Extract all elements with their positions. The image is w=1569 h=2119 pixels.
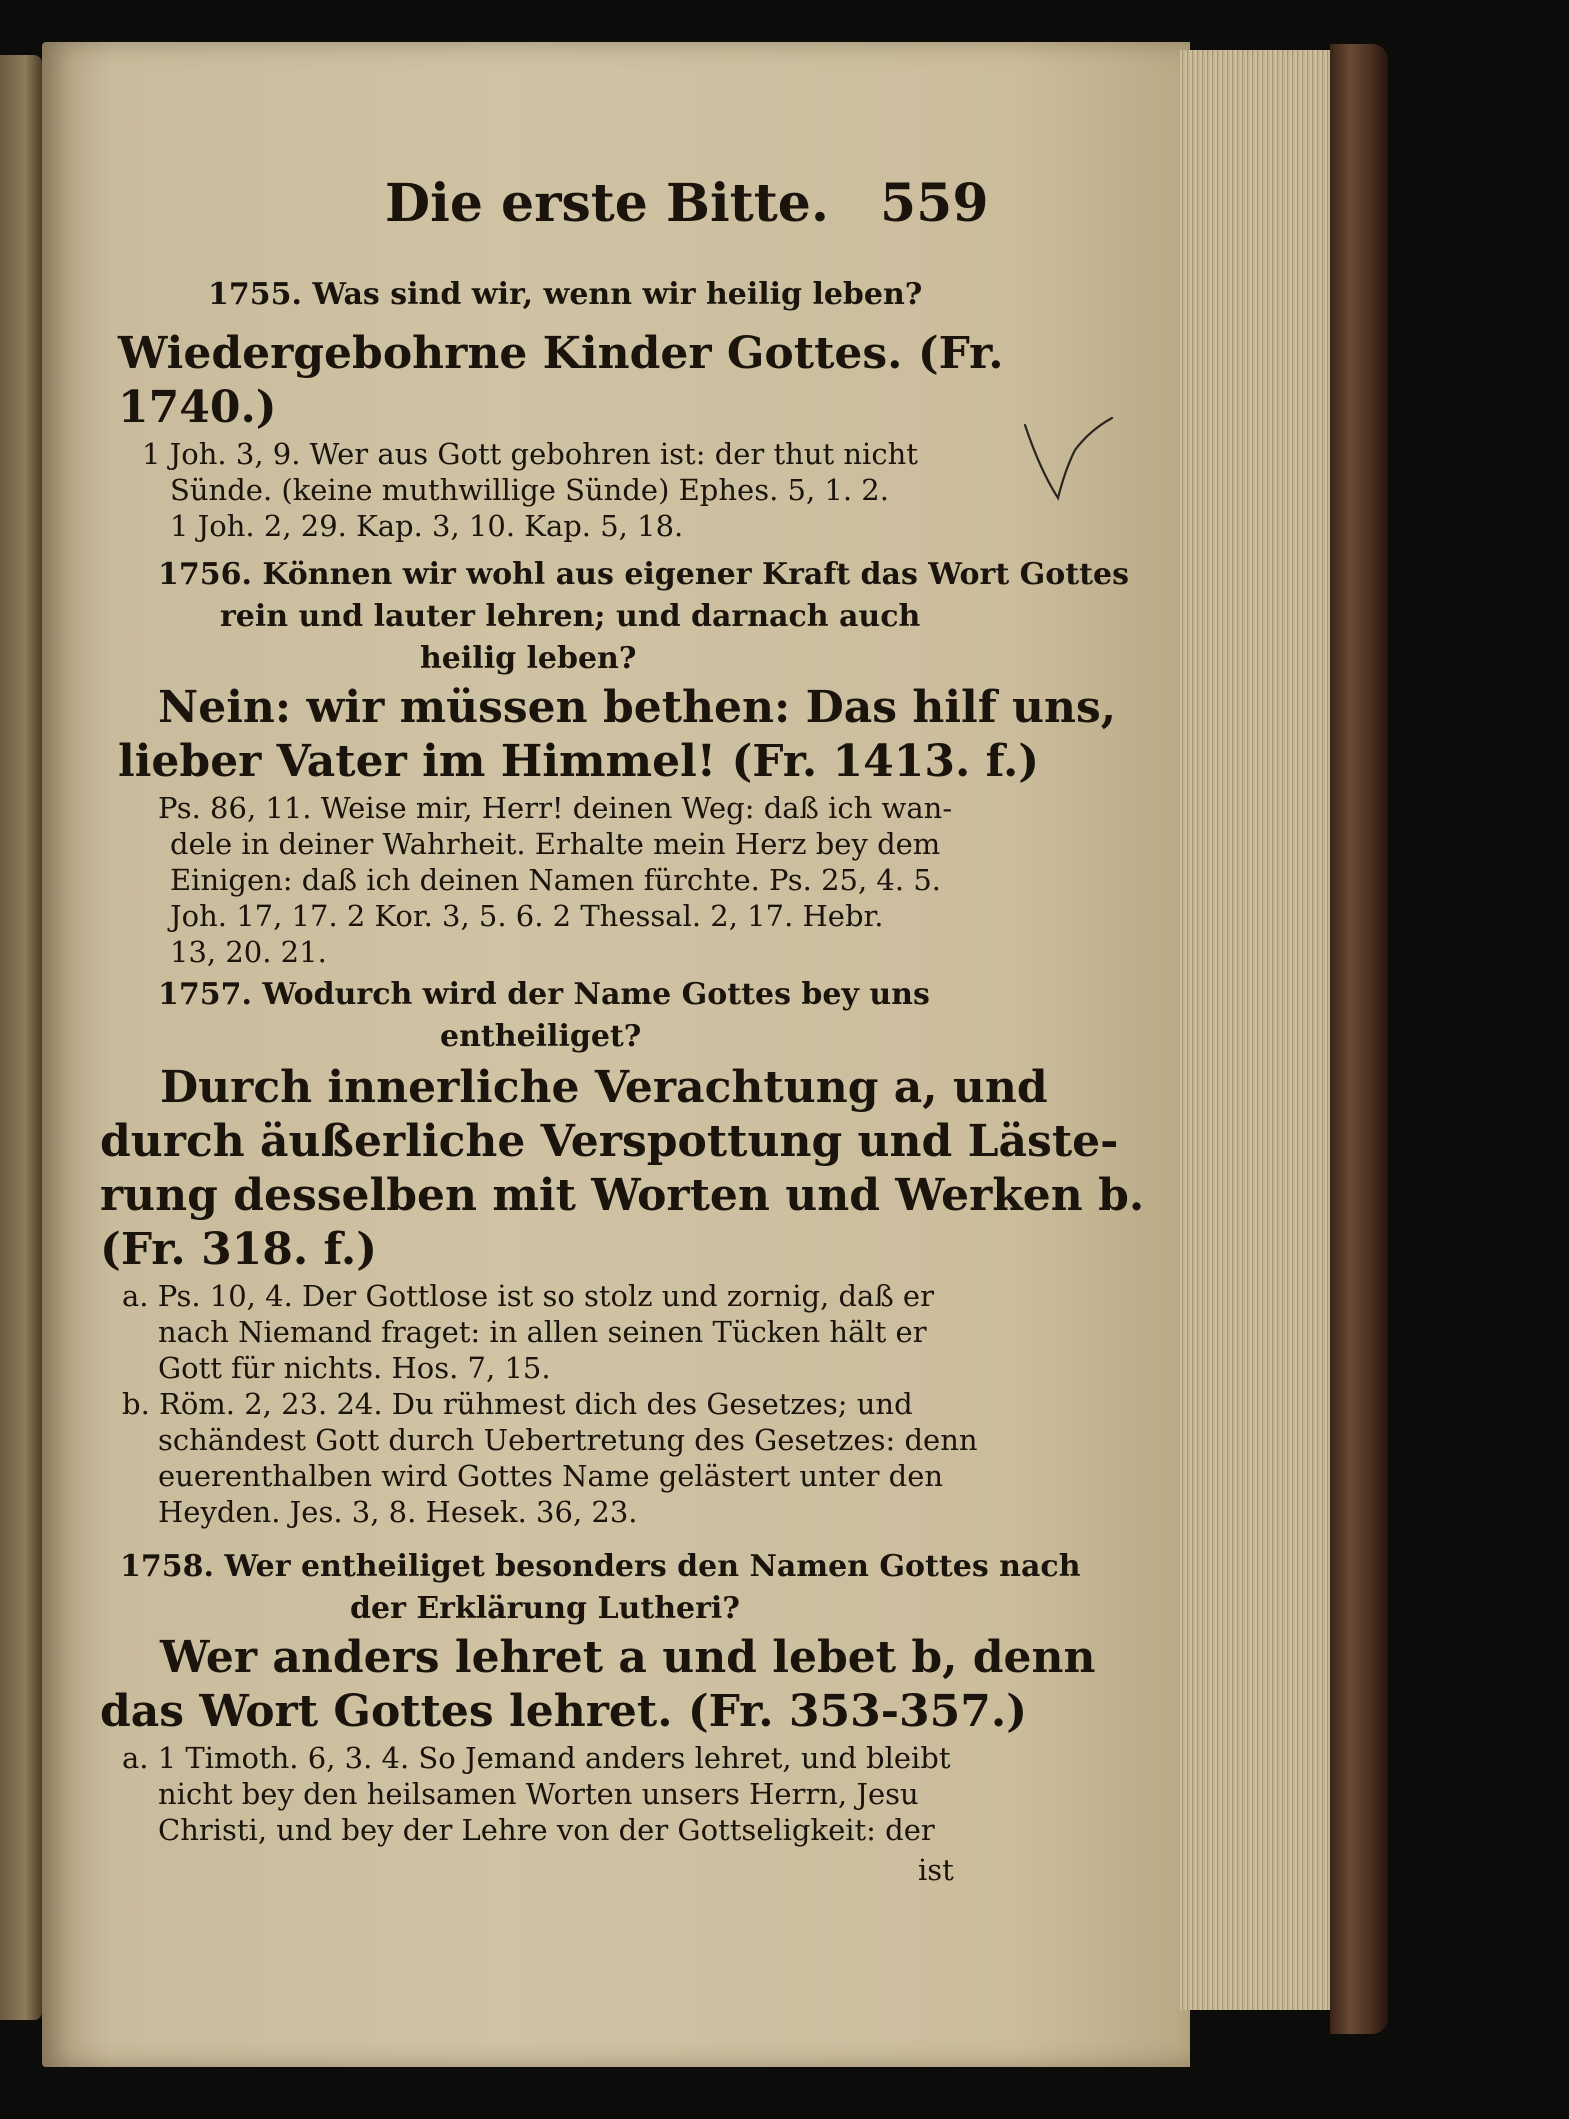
reference-1756-line4: Joh. 17, 17. 2 Kor. 3, 5. 6. 2 Thessal. 2, 17. Hebr.: [170, 899, 884, 933]
reference-1757-line3: Gott für nichts. Hos. 7, 15.: [158, 1351, 551, 1385]
answer-1757-line1: Durch innerliche Verachtung a, und: [160, 1062, 1048, 1113]
reference-1757-line4: b. Röm. 2, 23. 24. Du rühmest dich des Gesetzes; und: [122, 1387, 913, 1421]
answer-1757-line3: rung desselben mit Worten und Werken b.: [100, 1170, 1145, 1221]
reference-1757-line2: nach Niemand fraget: in allen seinen Tücken hält er: [158, 1315, 927, 1349]
reference-1755-line2: Sünde. (keine muthwillige Sünde) Ephes. 5, 1. 2.: [170, 473, 889, 507]
question-1758-line1: 1758. Wer entheiliget besonders den Namen Gottes nach: [120, 1549, 1081, 1584]
question-1757-line1: 1757. Wodurch wird der Name Gottes bey uns: [158, 977, 930, 1012]
question-1758-line2: der Erklärung Lutheri?: [350, 1591, 740, 1626]
reference-1756-line2: dele in deiner Wahrheit. Erhalte mein Herz bey dem: [170, 827, 941, 861]
question-1756-line2: rein und lauter lehren; und darnach auch: [220, 599, 921, 634]
checkmark-stroke: [1025, 418, 1112, 498]
answer-1757-line2: durch äußerliche Verspottung und Läste-: [100, 1116, 1119, 1167]
reference-1756-line3: Einigen: daß ich deinen Namen fürchte. Ps. 25, 4. 5.: [170, 863, 941, 897]
reference-1756-line1: Ps. 86, 11. Weise mir, Herr! deinen Weg: daß ich wan-: [158, 791, 953, 825]
answer-1756-line2: lieber Vater im Himmel! (Fr. 1413. f.): [118, 736, 1040, 787]
page-content: [100, 150, 1145, 2010]
answer-1756-line1: Nein: wir müssen bethen: Das hilf uns,: [158, 682, 1117, 733]
question-1756-line1: 1756. Können wir wohl aus eigener Kraft das Wort Gottes: [158, 557, 1129, 592]
reference-1757-line6: euerenthalben wird Gottes Name gelästert unter den: [158, 1459, 944, 1493]
answer-1755-line2: 1740.): [118, 382, 277, 433]
question-1756-line3: heilig leben?: [420, 641, 637, 676]
question-1757-line2: entheiliget?: [440, 1019, 642, 1054]
running-head: Die erste Bitte.: [385, 173, 829, 234]
answer-1755-line1: Wiedergebohrne Kinder Gottes. (Fr.: [118, 328, 1004, 379]
left-page-edge: [0, 55, 42, 2020]
reference-1758-line3: Christi, und bey der Lehre von der Gottseligkeit: der: [158, 1813, 935, 1847]
question-1755: 1755. Was sind wir, wenn wir heilig leben?: [208, 277, 923, 312]
answer-1757-line4: (Fr. 318. f.): [100, 1224, 378, 1275]
reference-1755-line3: 1 Joh. 2, 29. Kap. 3, 10. Kap. 5, 18.: [170, 509, 684, 543]
reference-1758-line1: a. 1 Timoth. 6, 3. 4. So Jemand anders lehret, und bleibt: [122, 1741, 951, 1775]
reference-1755-line1: 1 Joh. 3, 9. Wer aus Gott gebohren ist: der thut nicht: [142, 437, 918, 471]
answer-1758-line1: Wer anders lehret a und lebet b, denn: [160, 1632, 1096, 1683]
catchword: ist: [918, 1853, 954, 1887]
reference-1757-line7: Heyden. Jes. 3, 8. Hesek. 36, 23.: [158, 1495, 638, 1529]
reference-1757-line5: schändest Gott durch Uebertretung des Gesetzes: denn: [158, 1423, 978, 1457]
reference-1758-line2: nicht bey den heilsamen Worten unsers Herrn, Jesu: [158, 1777, 919, 1811]
reference-1757-line1: a. Ps. 10, 4. Der Gottlose ist so stolz und zornig, daß er: [122, 1279, 934, 1313]
answer-1758-line2: das Wort Gottes lehret. (Fr. 353-357.): [100, 1686, 1028, 1737]
reference-1756-line5: 13, 20. 21.: [170, 935, 327, 969]
page-edges: [1180, 50, 1345, 2010]
book-cover: [1330, 44, 1388, 2034]
page-number: 559: [880, 173, 989, 234]
pencil-checkmark-mark: [1020, 410, 1120, 530]
